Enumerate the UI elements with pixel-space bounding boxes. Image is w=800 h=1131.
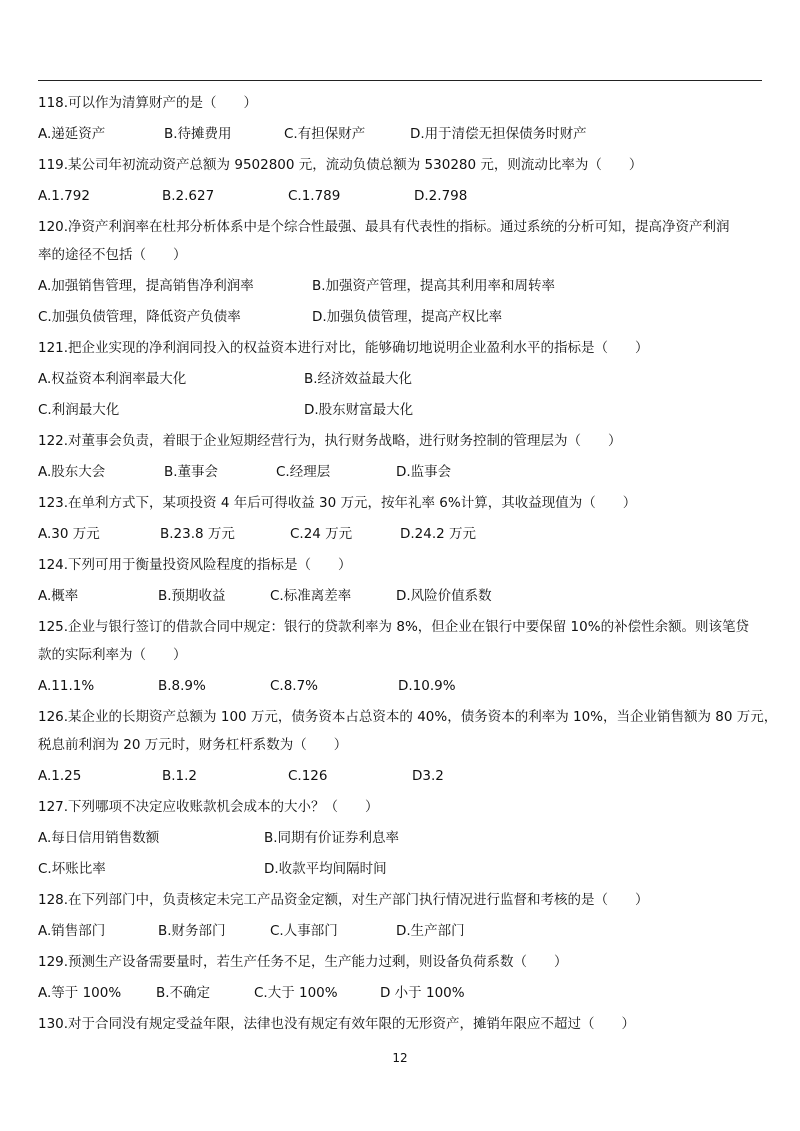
option-c: C.加强负债管理，降低资产负债率 xyxy=(38,309,241,325)
question-122-stem: 122.对董事会负责，着眼于企业短期经营行为，执行财务战略，进行财务控制的管理层为（ ） xyxy=(38,433,622,449)
question-124-options xyxy=(38,580,762,611)
question-119-options xyxy=(38,180,762,211)
header-rule xyxy=(38,80,762,81)
option-b: B.2.627 xyxy=(162,188,215,204)
question-126-options xyxy=(38,760,762,791)
question-124-stem: 124.下列可用于衡量投资风险程度的指标是（ ） xyxy=(38,557,352,573)
question-118-options xyxy=(38,118,762,149)
question-125-options xyxy=(38,670,762,701)
question-129-options xyxy=(38,977,762,1008)
option-c: C.人事部门 xyxy=(270,923,338,939)
option-b: B.23.8 万元 xyxy=(160,526,235,542)
option-a: A.递延资产 xyxy=(38,126,106,142)
option-c: C.大于 100% xyxy=(254,985,338,1001)
option-d: D.10.9% xyxy=(398,678,456,694)
option-c: C.1.789 xyxy=(288,188,341,204)
option-c: C.标准离差率 xyxy=(270,588,352,604)
option-a: A.销售部门 xyxy=(38,923,106,939)
option-a: A.1.792 xyxy=(38,188,90,204)
option-b: B.经济效益最大化 xyxy=(304,371,413,387)
option-c: C.坏账比率 xyxy=(38,861,106,877)
question-page xyxy=(38,87,778,1039)
option-d: D.股东财富最大化 xyxy=(304,402,414,418)
question-129-stem: 129.预测生产设备需要量时，若生产任务不足，生产能力过剩，则设备负荷系数（ ） xyxy=(38,954,568,970)
question-127-options-row1 xyxy=(38,822,762,853)
question-121-options-row2 xyxy=(38,394,762,425)
option-a: A.加强销售管理，提高销售净利润率 xyxy=(38,278,254,294)
option-c: C.有担保财产 xyxy=(284,126,366,142)
option-d: D 小于 100% xyxy=(380,985,465,1001)
option-d: D.用于清偿无担保债务时财产 xyxy=(410,126,587,142)
option-b: B.预期收益 xyxy=(158,588,226,604)
question-127-stem: 127.下列哪项不决定应收账款机会成本的大小？（ ） xyxy=(38,799,379,815)
option-c: C.24 万元 xyxy=(290,526,353,542)
option-a: A.11.1% xyxy=(38,678,95,694)
option-d: D.监事会 xyxy=(396,464,452,480)
question-125-stem-continued: 款的实际利率为（ ） xyxy=(38,647,187,663)
option-b: B.董事会 xyxy=(164,464,219,480)
option-b: B.1.2 xyxy=(162,768,198,784)
question-119-stem: 119.某公司年初流动资产总额为 9502800 元，流动负债总额为 530280 元，则流动比率为（ ） xyxy=(38,157,643,173)
option-d: D.24.2 万元 xyxy=(400,526,477,542)
option-d: D.2.798 xyxy=(414,188,468,204)
option-b: B.不确定 xyxy=(156,985,211,1001)
option-c: C.利润最大化 xyxy=(38,402,120,418)
option-a: A.等于 100% xyxy=(38,985,122,1001)
question-120-options-row2 xyxy=(38,301,762,332)
question-122-options xyxy=(38,456,762,487)
question-130-stem: 130.对于合同没有规定受益年限，法律也没有规定有效年限的无形资产，摊销年限应不超过（ ） xyxy=(38,1016,636,1032)
option-a: A.股东大会 xyxy=(38,464,106,480)
option-c: C.经理层 xyxy=(276,464,331,480)
option-a: A.权益资本利润率最大化 xyxy=(38,371,187,387)
option-d: D.加强负债管理，提高产权比率 xyxy=(312,309,503,325)
question-126-stem: 126.某企业的长期资产总额为 100 万元，债务资本占总资本的 40%，债务资本的利率为 10%，当企业销售额为 80 万元， xyxy=(38,709,778,725)
option-b: B.加强资产管理，提高其利用率和周转率 xyxy=(312,278,556,294)
question-121-options-row1 xyxy=(38,363,762,394)
option-a: A.每日信用销售数额 xyxy=(38,830,160,846)
option-c: C.8.7% xyxy=(270,678,319,694)
question-127-options-row2 xyxy=(38,853,762,884)
option-d: D3.2 xyxy=(412,768,444,784)
option-b: B.同期有价证券利息率 xyxy=(264,830,400,846)
option-a: A.概率 xyxy=(38,588,79,604)
question-126-stem-continued: 税息前利润为 20 万元时，财务杠杆系数为（ ） xyxy=(38,737,348,753)
option-d: D.生产部门 xyxy=(396,923,465,939)
question-128-stem: 128.在下列部门中，负责核定未完工产品资金定额，对生产部门执行情况进行监督和考核的是（ ） xyxy=(38,892,649,908)
option-d: D.风险价值系数 xyxy=(396,588,492,604)
option-b: B.待摊费用 xyxy=(164,126,232,142)
question-125-stem: 125.企业与银行签订的借款合同中规定：银行的贷款利率为 8%，但企业在银行中要保留 10%的补偿性余额。则该笔贷 xyxy=(38,619,750,635)
option-d: D.收款平均间隔时间 xyxy=(264,861,387,877)
option-a: A.1.25 xyxy=(38,768,82,784)
question-123-stem: 123.在单利方式下，某项投资 4 年后可得收益 30 万元，按年礼率 6%计算，其收益现值为（ ） xyxy=(38,495,637,511)
question-120-stem: 120.净资产利润率在杜邦分析体系中是个综合性最强、最具有代表性的指标。通过系统的分析可知，提高净资产利润 xyxy=(38,219,730,235)
question-121-stem: 121.把企业实现的净利润同投入的权益资本进行对比，能够确切地说明企业盈利水平的指标是（ ） xyxy=(38,340,649,356)
question-120-options-row1 xyxy=(38,270,762,301)
option-b: B.8.9% xyxy=(158,678,206,694)
question-118-stem: 118.可以作为清算财产的是（ ） xyxy=(38,95,258,111)
page-number: 12 xyxy=(392,1051,408,1065)
question-123-options xyxy=(38,518,762,549)
question-120-stem-continued: 率的途径不包括（ ） xyxy=(38,247,187,263)
option-b: B.财务部门 xyxy=(158,923,226,939)
option-a: A.30 万元 xyxy=(38,526,100,542)
question-128-options xyxy=(38,915,762,946)
option-c: C.126 xyxy=(288,768,328,784)
